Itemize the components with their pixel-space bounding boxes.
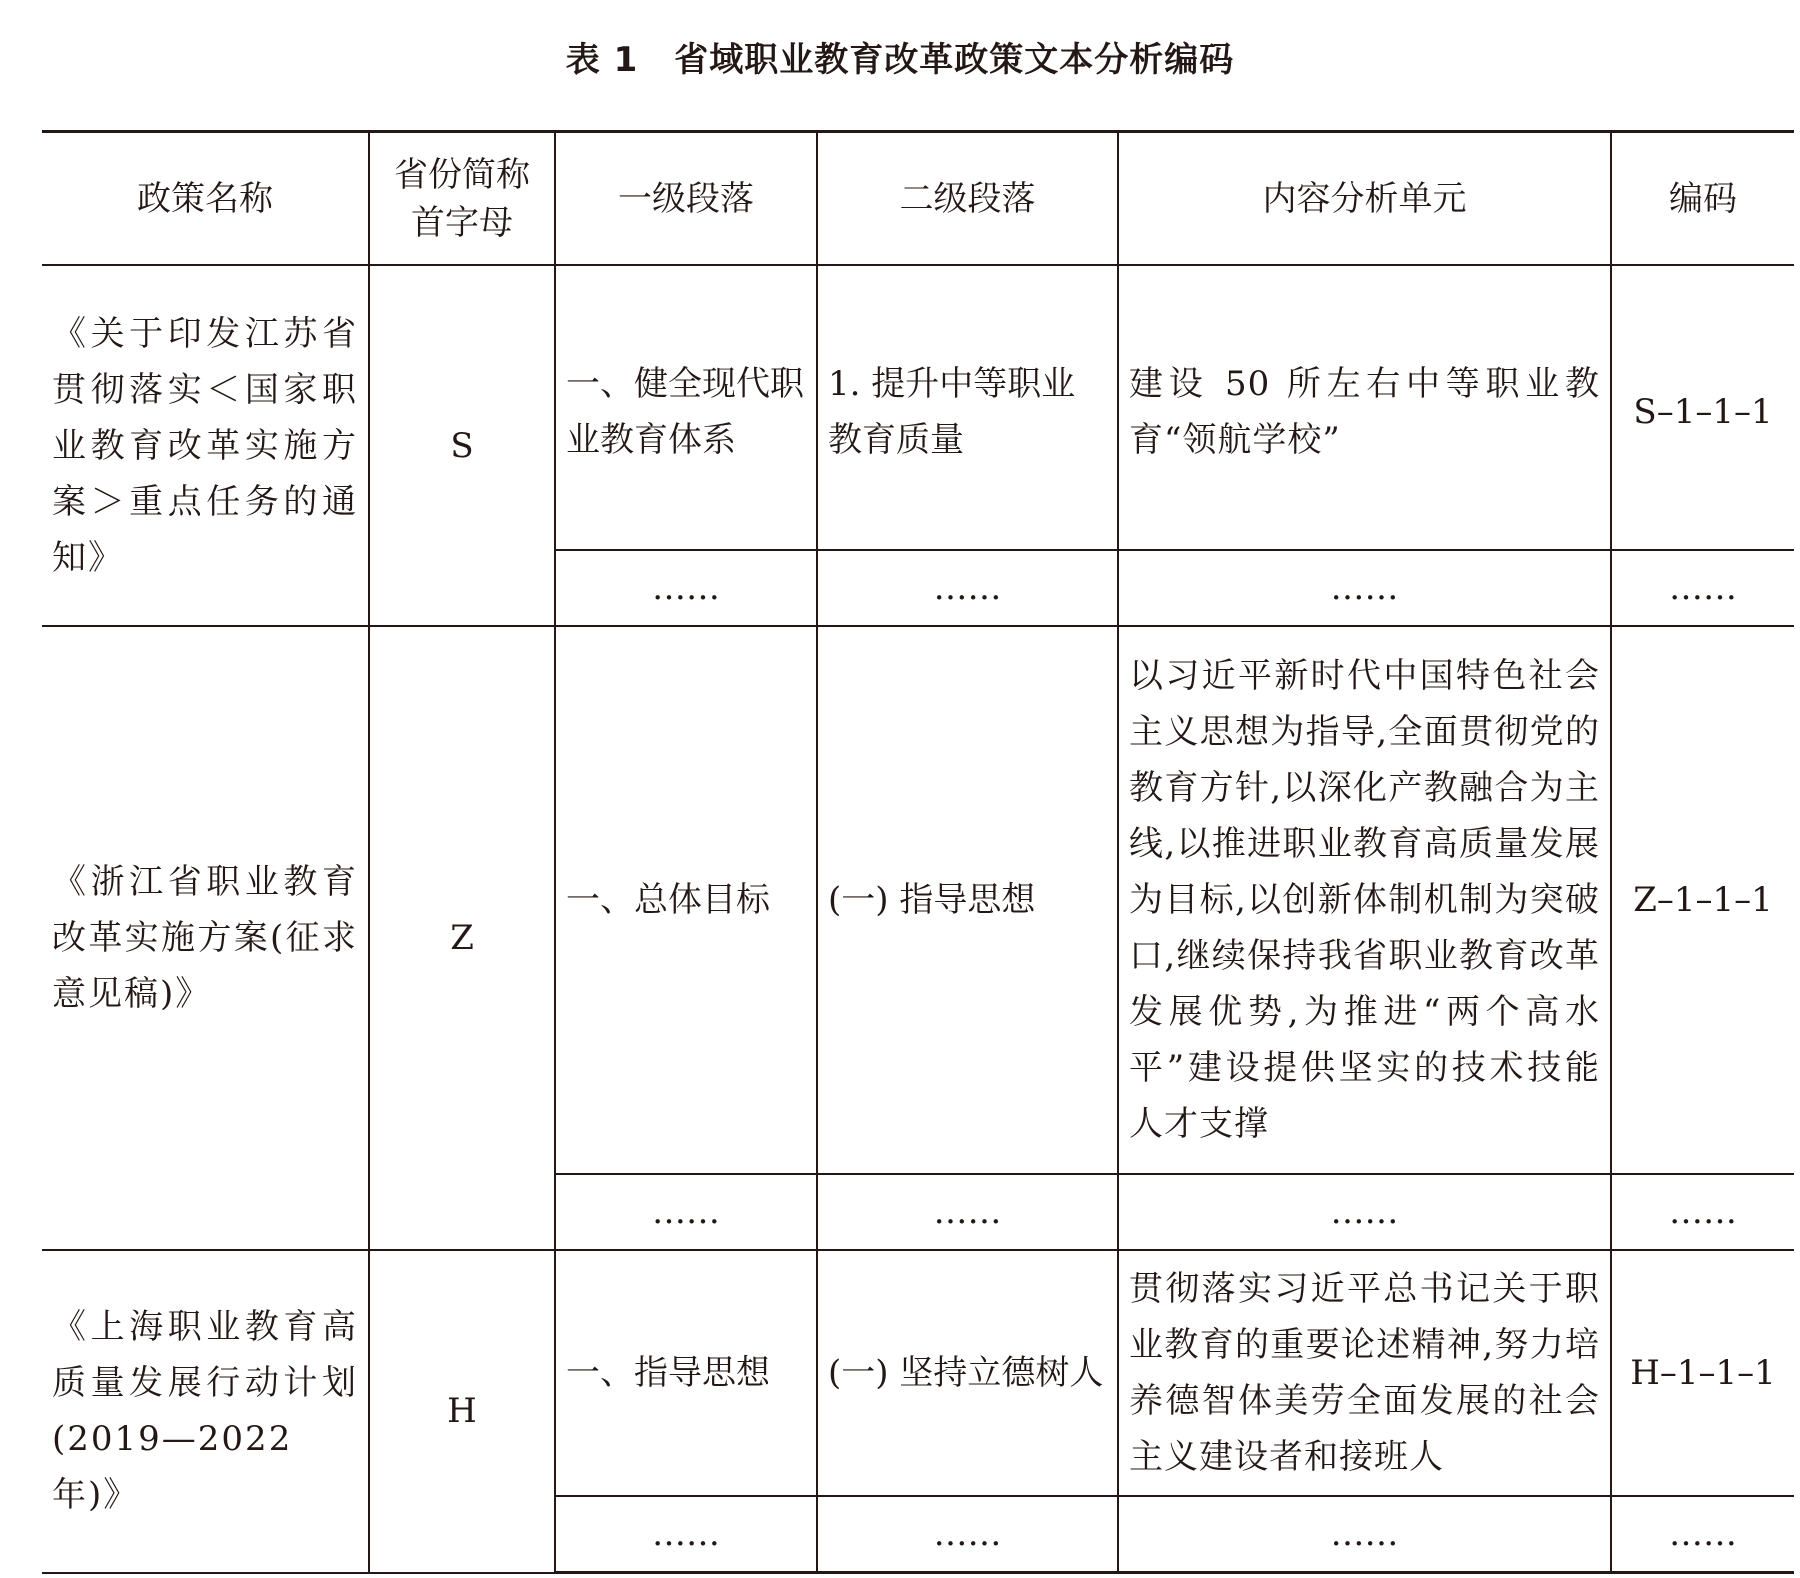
table-title: 省域职业教育改革政策文本分析编码 [674, 40, 1235, 80]
policy-name-cell: 《浙江省职业教育改革实施方案(征求意见稿)》 [42, 626, 369, 1250]
table-number: 表 1 [565, 40, 639, 80]
ellipsis-cell: …… [817, 550, 1118, 626]
header-content-unit: 内容分析单元 [1118, 132, 1611, 266]
ellipsis-cell: …… [1118, 550, 1611, 626]
province-abbr-cell: S [369, 265, 555, 626]
ellipsis-cell: …… [1118, 1174, 1611, 1250]
ellipsis-cell: …… [1611, 550, 1794, 626]
ellipsis-cell: …… [817, 1174, 1118, 1250]
ellipsis-cell: …… [555, 550, 817, 626]
code-cell: Z–1–1–1 [1611, 626, 1794, 1174]
table-caption [0, 32, 1800, 81]
table-row [42, 626, 1794, 1174]
content-unit-cell: 以习近平新时代中国特色社会主义思想为指导,全面贯彻党的教育方针,以深化产教融合为主线,以推进职业教育高质量发展为目标,以创新体制机制为突破口,继续保持我省职业教育改革发展优势,为推进“两个高水平”建设提供坚实的技术技能人才支撑 [1118, 626, 1611, 1174]
level1-cell: 一、指导思想 [555, 1250, 817, 1496]
header-province-abbr: 省份简称首字母 [369, 132, 555, 266]
header-code: 编码 [1611, 132, 1794, 266]
header-row [42, 132, 1794, 266]
ellipsis-cell: …… [817, 1496, 1118, 1573]
level1-cell: 一、健全现代职业教育体系 [555, 265, 817, 550]
ellipsis-cell: …… [1611, 1496, 1794, 1573]
ellipsis-cell: …… [555, 1174, 817, 1250]
policy-name-cell: 《关于印发江苏省贯彻落实＜国家职业教育改革实施方案＞重点任务的通知》 [42, 265, 369, 626]
header-level2: 二级段落 [817, 132, 1118, 266]
content-unit-cell: 建设 50 所左右中等职业教育“领航学校” [1118, 265, 1611, 550]
level2-cell: 1. 提升中等职业教育质量 [817, 265, 1118, 550]
ellipsis-cell: …… [1611, 1174, 1794, 1250]
province-abbr-cell: H [369, 1250, 555, 1573]
header-policy-name: 政策名称 [42, 132, 369, 266]
ellipsis-cell: …… [555, 1496, 817, 1573]
level2-cell: (一) 坚持立德树人 [817, 1250, 1118, 1496]
code-cell: S–1–1–1 [1611, 265, 1794, 550]
content-unit-cell: 贯彻落实习近平总书记关于职业教育的重要论述精神,努力培养德智体美劳全面发展的社会主义建设者和接班人 [1118, 1250, 1611, 1496]
table-row [42, 1250, 1794, 1496]
level1-cell: 一、总体目标 [555, 626, 817, 1174]
code-cell: H–1–1–1 [1611, 1250, 1794, 1496]
province-abbr-cell: Z [369, 626, 555, 1250]
level2-cell: (一) 指导思想 [817, 626, 1118, 1174]
policy-coding-table [42, 130, 1794, 1574]
table-row [42, 265, 1794, 550]
ellipsis-cell: …… [1118, 1496, 1611, 1573]
header-level1: 一级段落 [555, 132, 817, 266]
policy-name-cell: 《上海职业教育高质量发展行动计划(2019—2022 年)》 [42, 1250, 369, 1573]
